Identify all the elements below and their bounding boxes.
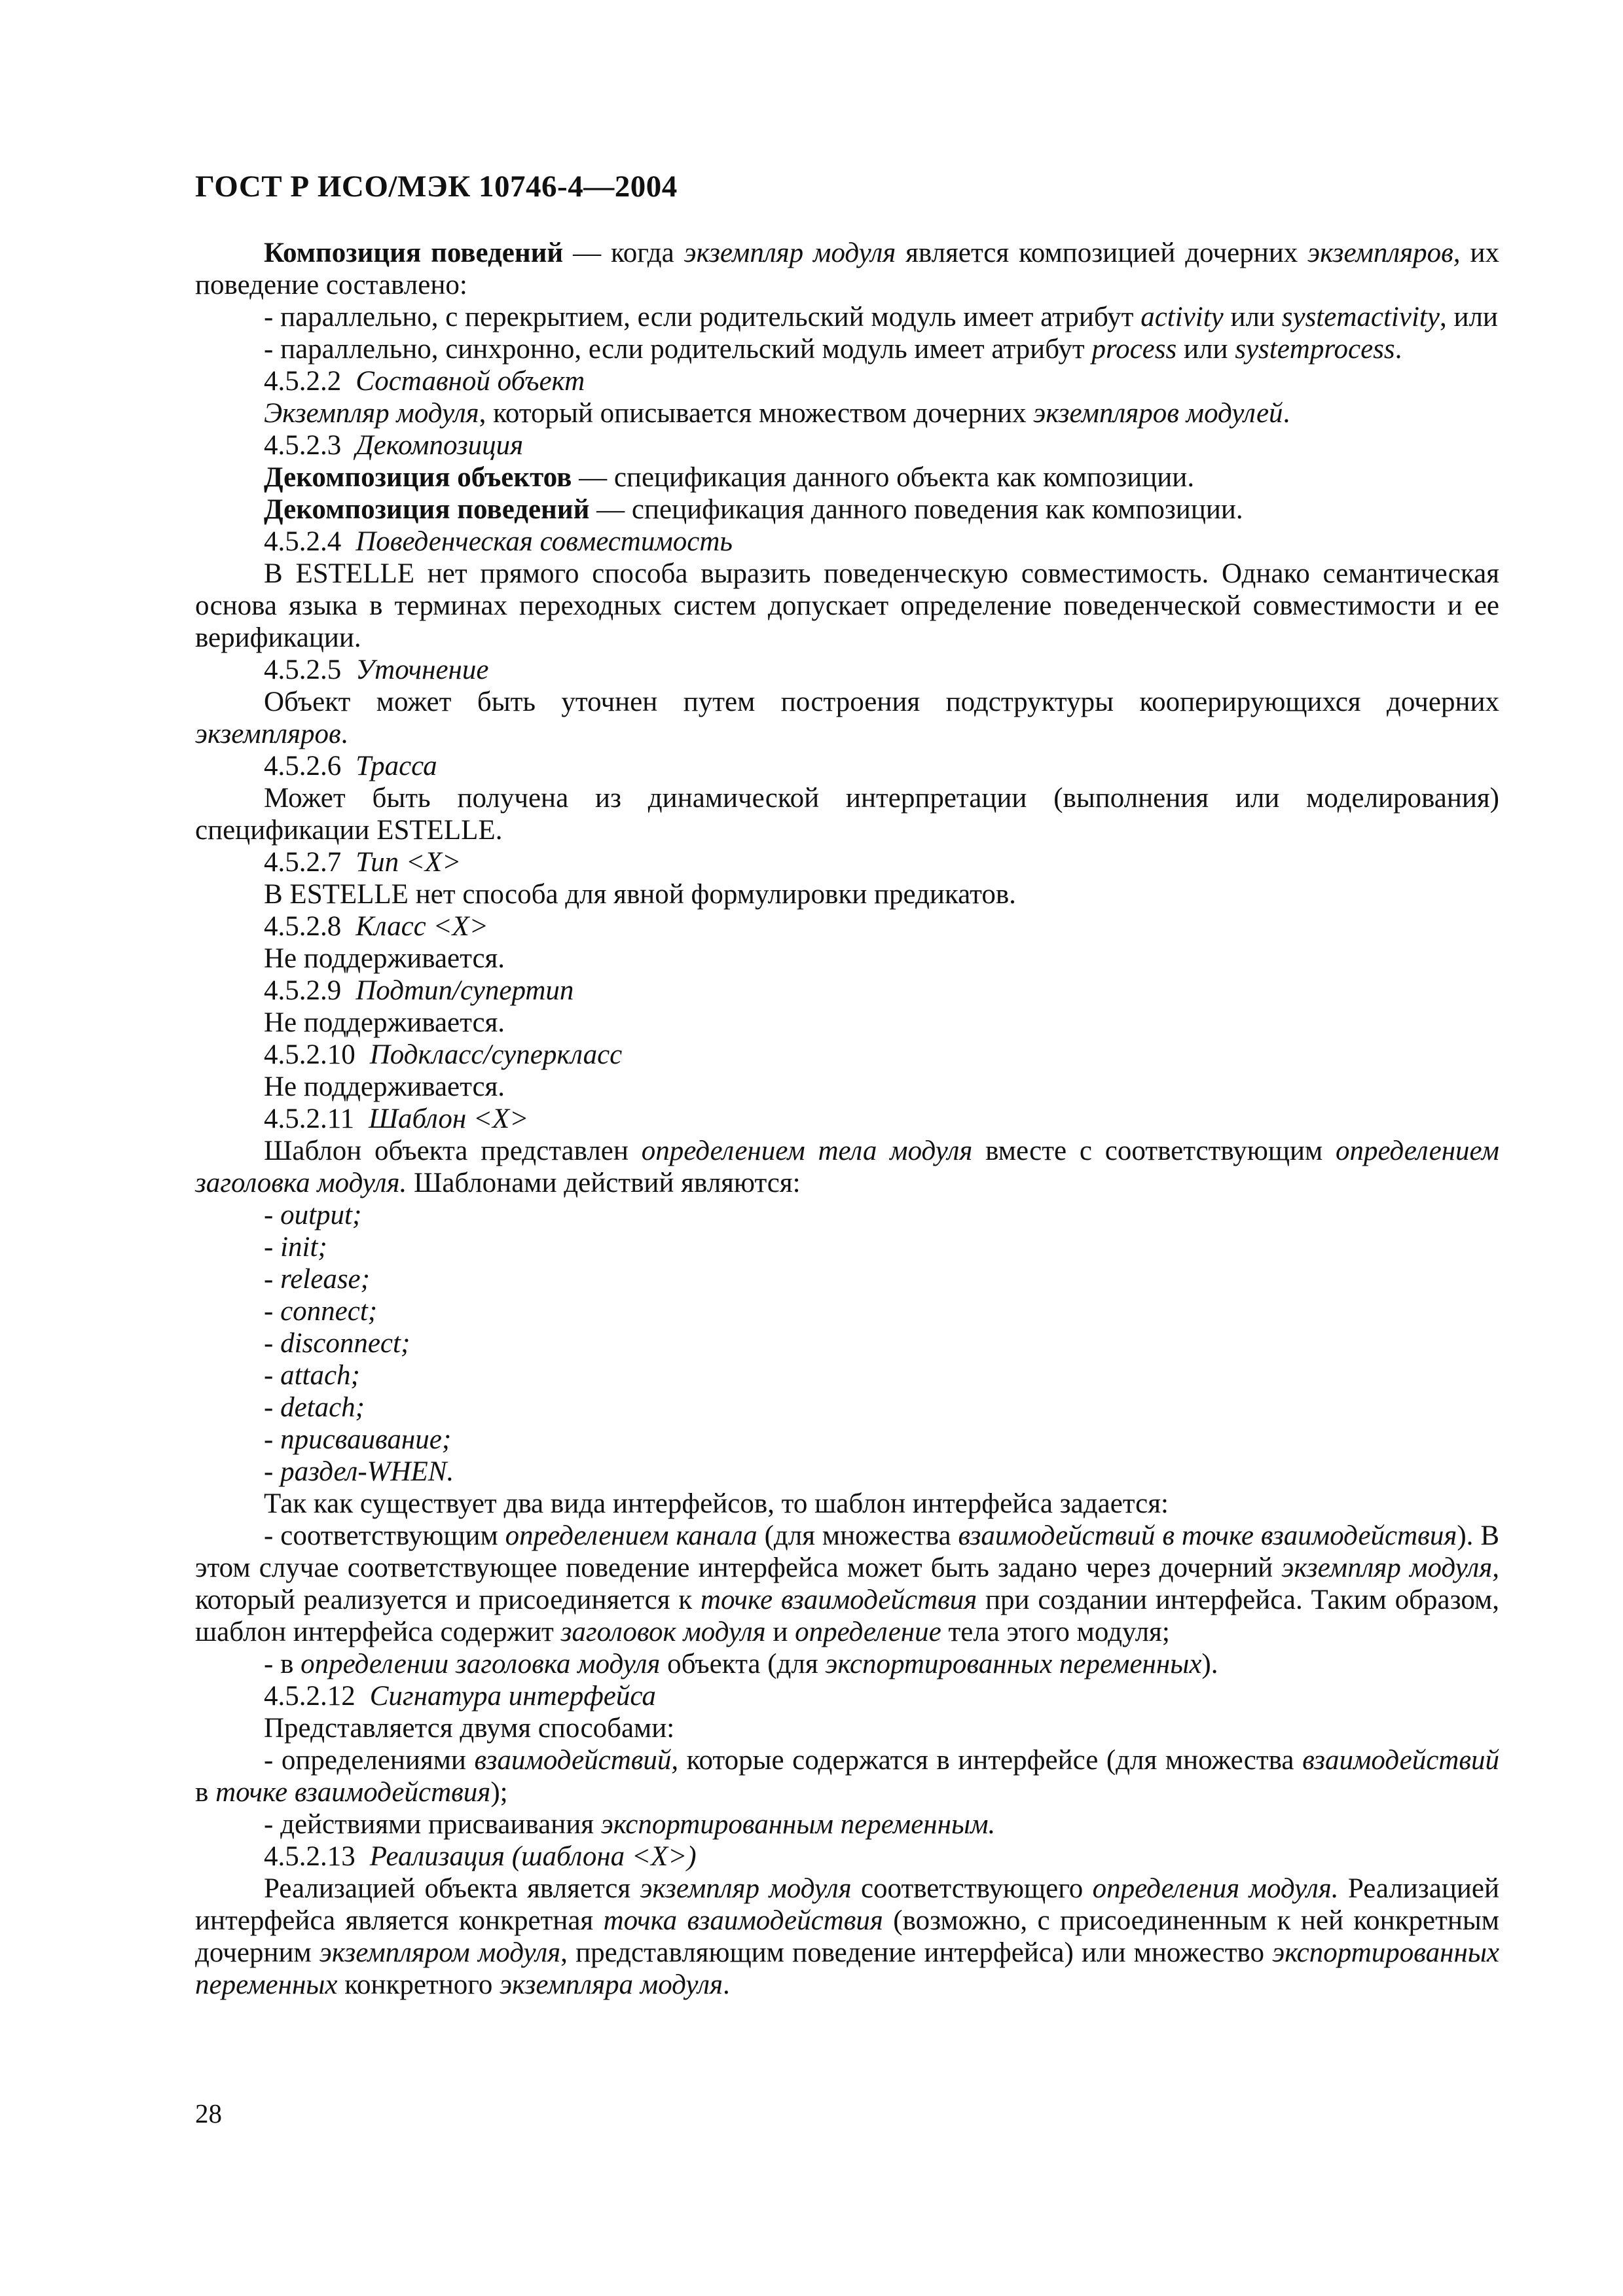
section-heading: 4.5.2.7 Тип <X> — [264, 847, 462, 878]
section-heading: 4.5.2.8 Класс <X> — [264, 911, 488, 942]
section-heading: 4.5.2.9 Подтип/супертип — [264, 975, 574, 1006]
section-paragraph: Реализацией объекта является экземпляр модуля соответствующего определения модуля. Реализацией интерфейса является конкретная точка взаимодействия (возможно, с присоединенным к ней конкретным дочерним экземпляром модуля, представляющим поведение интерфейса) или множество экспортированных переменных конкретного экземпляра модуля. — [195, 1873, 1499, 2000]
section-paragraph: В ESTELLE нет способа для явной формулировки предикатов. — [264, 879, 1016, 910]
list-item: - параллельно, синхронно, если родительский модуль имеет атрибут process или systemprocess. — [264, 334, 1402, 365]
list-item: - параллельно, с перекрытием, если родительский модуль имеет атрибут activity или systemactivity, или — [264, 302, 1498, 332]
list-item: - в определении заголовка модуля объекта (для экспортированных переменных). — [264, 1649, 1218, 1679]
section-heading: 4.5.2.6 Трасса — [264, 751, 437, 781]
list-item: - output; — [264, 1200, 362, 1230]
section-heading: 4.5.2.3 Декомпозиция — [264, 430, 524, 461]
list-item: - раздел-WHEN. — [264, 1456, 454, 1487]
section-heading: 4.5.2.12 Сигнатура интерфейса — [264, 1681, 656, 1712]
section-paragraph: Может быть получена из динамической интерпретации (выполнения или моделирования) спецификации ESTELLE. — [195, 783, 1499, 846]
definition-paragraph: Декомпозиция поведений — спецификация данного поведения как композиции. — [264, 494, 1243, 525]
section-paragraph: В ESTELLE нет прямого способа выразить поведенческую совместимость. Однако семантическая основа языка в терминах переходных систем допускает определение поведенческой совместимости и ее верификации. — [195, 558, 1499, 653]
section-heading: 4.5.2.5 Уточнение — [264, 655, 489, 685]
section-heading: 4.5.2.2 Составной объект — [264, 366, 585, 397]
section-paragraph: Шаблон объекта представлен определением тела модуля вместе с соответствующим определением заголовка модуля. Шаблонами действий являются: — [195, 1136, 1500, 1198]
list-item: - присваивание; — [264, 1424, 452, 1455]
document-body — [195, 237, 1499, 2001]
section-heading: 4.5.2.13 Реализация (шаблона <X>) — [264, 1841, 697, 1872]
section-heading: 4.5.2.11 Шаблон <X> — [264, 1103, 529, 1134]
list-item: - attach; — [264, 1360, 360, 1391]
page-number: 28 — [195, 2098, 222, 2128]
section-paragraph: Так как существует два вида интерфейсов, то шаблон интерфейса задается: — [264, 1488, 1169, 1519]
section-paragraph: Объект может быть уточнен путем построения подструктуры кооперирующихся дочерних экземпляров. — [195, 687, 1499, 749]
list-item: - init; — [264, 1232, 327, 1263]
section-paragraph: Представляется двумя способами: — [264, 1713, 675, 1744]
section-paragraph: Не поддерживается. — [264, 1007, 505, 1038]
section-paragraph: Экземпляр модуля, который описывается множеством дочерних экземпляров модулей. — [264, 398, 1290, 429]
list-item: - detach; — [264, 1392, 365, 1423]
definition-paragraph: Декомпозиция объектов — спецификация данного объекта как композиции. — [264, 462, 1195, 493]
section-heading: 4.5.2.4 Поведенческая совместимость — [264, 526, 733, 557]
list-item: - определениями взаимодействий, которые содержатся в интерфейсе (для множества взаимодействий в точке взаимодействия); — [195, 1745, 1499, 1808]
list-item: - disconnect; — [264, 1328, 410, 1359]
section-paragraph: Не поддерживается. — [264, 943, 505, 974]
behavior-composition-paragraph: Композиция поведений — когда экземпляр модуля является композицией дочерних экземпляров, их поведение составлено: — [195, 238, 1499, 300]
section-paragraph: Не поддерживается. — [264, 1071, 505, 1102]
section-heading: 4.5.2.10 Подкласс/суперкласс — [264, 1039, 623, 1070]
list-item: - connect; — [264, 1296, 378, 1327]
list-item: - действиями присваивания экспортированным переменным. — [264, 1809, 996, 1840]
list-item: - соответствующим определением канала (для множества взаимодействий в точке взаимодействия). В этом случае соответствующее поведение интерфейса может быть задано через дочерний экземпляр модуля, который реализуется и присоединяется к точке взаимодействия при создании интерфейса. Таким образом, шаблон интерфейса содержит заголовок модуля и определение тела этого модуля; — [195, 1520, 1500, 1647]
document-header: ГОСТ Р ИСО/МЭК 10746-4—2004 — [195, 170, 678, 204]
list-item: - release; — [264, 1264, 370, 1295]
